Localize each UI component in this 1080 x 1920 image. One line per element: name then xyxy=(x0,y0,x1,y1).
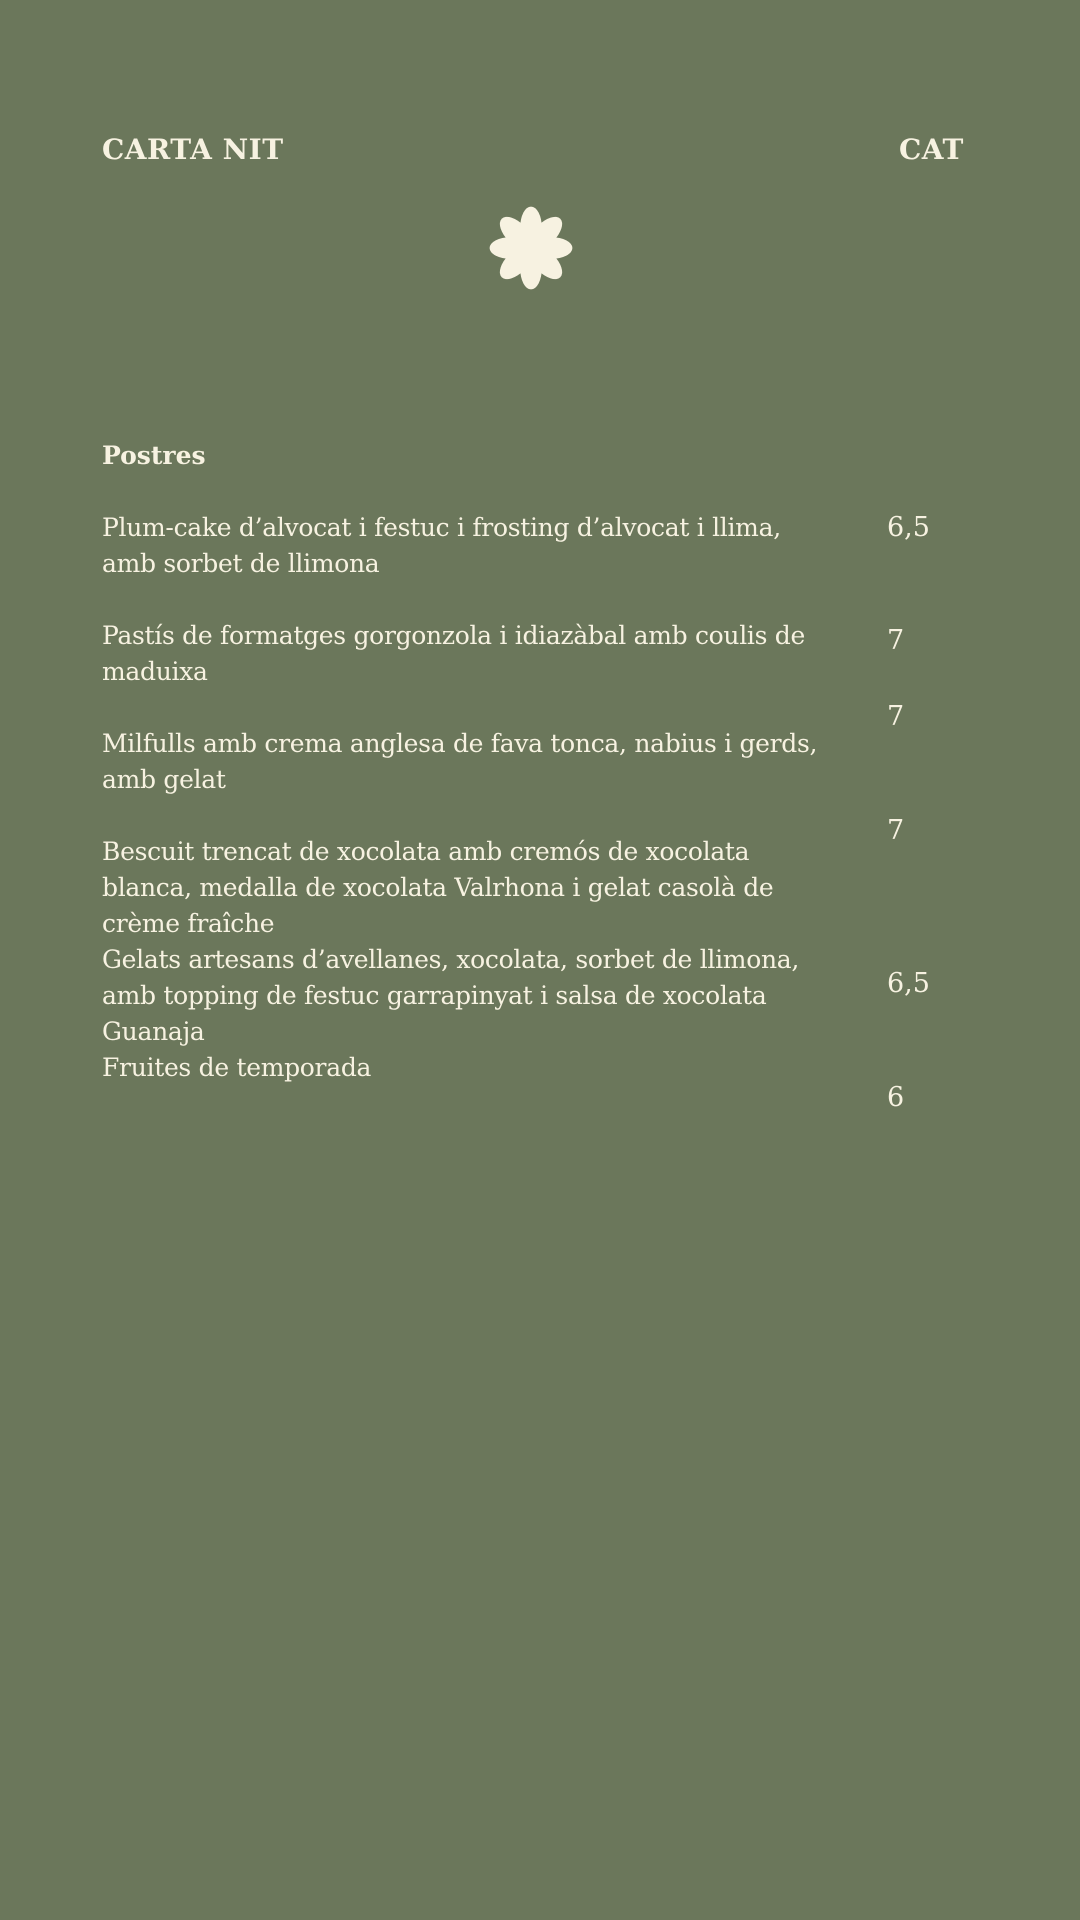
menu-item-price: 7 xyxy=(887,701,905,732)
menu-item-price: 7 xyxy=(887,815,905,846)
menu-item-name: Bescuit trencat de xocolata amb cremós de xocolata blanca, medalla de xocolata Valrhona i gelat casolà de crème fraîche xyxy=(102,837,774,938)
section-title-postres: Postres xyxy=(102,441,206,470)
menu-item-name: Milfulls amb crema anglesa de fava tonca, nabius i gerds, amb gelat xyxy=(102,729,818,794)
menu-item-price: 6,5 xyxy=(887,968,930,999)
menu-item-name: Gelats artesans d’avellanes, xocolata, sorbet de llimona, amb topping de festuc garrapinyat i salsa de xocolata Guanaja xyxy=(102,945,799,1046)
menu-item-price: 6 xyxy=(887,1082,905,1113)
menu-title: CARTA NIT xyxy=(102,133,284,166)
menu-item-price: 7 xyxy=(887,625,905,656)
menu-item-name: Pastís de formatges gorgonzola i idiazàbal amb coulis de maduixa xyxy=(102,621,805,686)
flower-icon xyxy=(486,203,576,293)
menu-item-name: Plum-cake d’alvocat i festuc i frosting d’alvocat i llima, amb sorbet de llimona xyxy=(102,513,781,578)
menu-item-name: Fruites de temporada xyxy=(102,1053,372,1082)
language-indicator[interactable]: CAT xyxy=(899,133,964,166)
menu-item-price: 6,5 xyxy=(887,512,930,543)
